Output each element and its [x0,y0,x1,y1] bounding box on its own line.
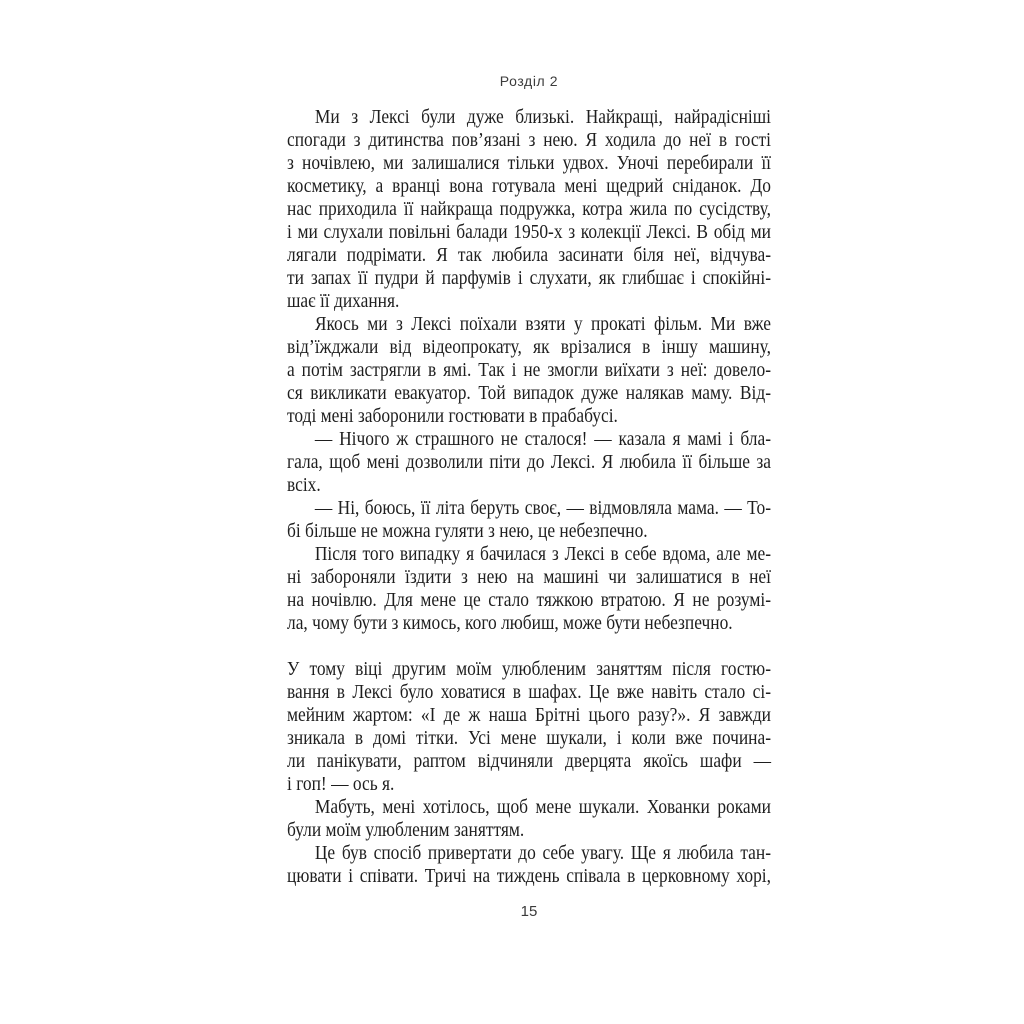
text-line: спогади з дитинства пов’язані з нею. Я ходила до неї в гості [287,129,771,151]
paragraph [287,313,771,428]
paragraph [287,543,771,635]
text-block [287,106,771,888]
text-line: У тому віці другим моїм улюбленим заняттям після гостю- [287,658,771,680]
paragraph [287,106,771,313]
text-line: на ночівлю. Для мене це стало тяжкою втратою. Я не розумі- [287,589,771,611]
text-line: бі більше не можна гуляти з нею, це небезпечно. [287,520,648,542]
text-line: а потім застрягли в ямі. Так і не змогли виїхати з неї: довело- [287,359,771,381]
text-line: всіх. [287,474,321,496]
text-line: з ночівлею, ми залишалися тільки удвох. Уночі перебирали її [287,152,771,174]
paragraph [287,658,771,796]
text-line: Мабуть, мені хотілось, щоб мене шукали. Хованки роками [314,796,771,818]
paragraph [287,497,771,543]
text-line: ні забороняли їздити з нею на машині чи залишатися в неї [287,566,771,588]
text-line: ти запах її пудри й парфумів і слухати, як глибшає і спокійні- [287,267,771,289]
text-line: гала, щоб мені дозволили піти до Лексі. Я любила її більше за [287,451,771,473]
text-line: ся викликати евакуатор. Той випадок дуже налякав маму. Від- [287,382,771,404]
page-number: 15 [520,903,538,920]
text-line: вання в Лексі було ховатися в шафах. Це вже навіть стало сі- [287,681,771,703]
text-line: шає її дихання. [287,290,400,312]
text-line: — Ні, боюсь, її літа беруть своє, — відмовляла мама. — То- [314,497,771,519]
chapter-running-head: Розділ 2 [499,73,559,89]
text-line: лягали подрімати. Я так любила засинати біля неї, відчува- [287,244,771,266]
text-line: тоді мені заборонили гостювати в прабабусі. [287,405,618,427]
text-line: косметику, а вранці вона готувала мені щедрий сніданок. До [287,175,771,197]
text-line: зникала в домі тітки. Усі мене шукали, і коли вже почина- [287,727,771,749]
text-line: були моїм улюбленим заняттям. [287,819,525,841]
paragraph [287,796,771,842]
text-line: ли панікувати, раптом відчиняли дверцята якоїсь шафи — [287,750,771,772]
text-line: цювати і співати. Тричі на тиждень співала в церковному хорі, [287,865,771,887]
text-line: нас приходила її найкраща подружка, котра жила по сусідству, [287,198,771,220]
text-line: Це був спосіб привертати до себе увагу. Ще я любила тан- [314,842,771,864]
body-text [287,106,771,888]
text-line: — Нічого ж страшного не сталося! — казала я мамі і бла- [314,428,771,450]
text-line: Після того випадку я бачилася з Лексі в себе вдома, але ме- [314,543,771,565]
text-line: Ми з Лексі були дуже близькі. Найкращі, найрадісніші [314,106,771,128]
paragraph [287,428,771,497]
text-line: і ми слухали повільні балади 1950-х з колекції Лексі. В обід ми [287,221,771,243]
text-line: і гоп! — ось я. [287,773,395,795]
text-line: Якось ми з Лексі поїхали взяти у прокаті фільм. Ми вже [314,313,771,335]
text-line: мейним жартом: «І де ж наша Брітні цього разу?». Я завжди [287,704,771,726]
paragraph [287,842,771,888]
text-line: ла, чому бути з кимось, кого любиш, може бути небезпечно. [287,612,733,634]
text-line: від’їжджали від відеопрокату, як врізалися в іншу машину, [287,336,771,358]
